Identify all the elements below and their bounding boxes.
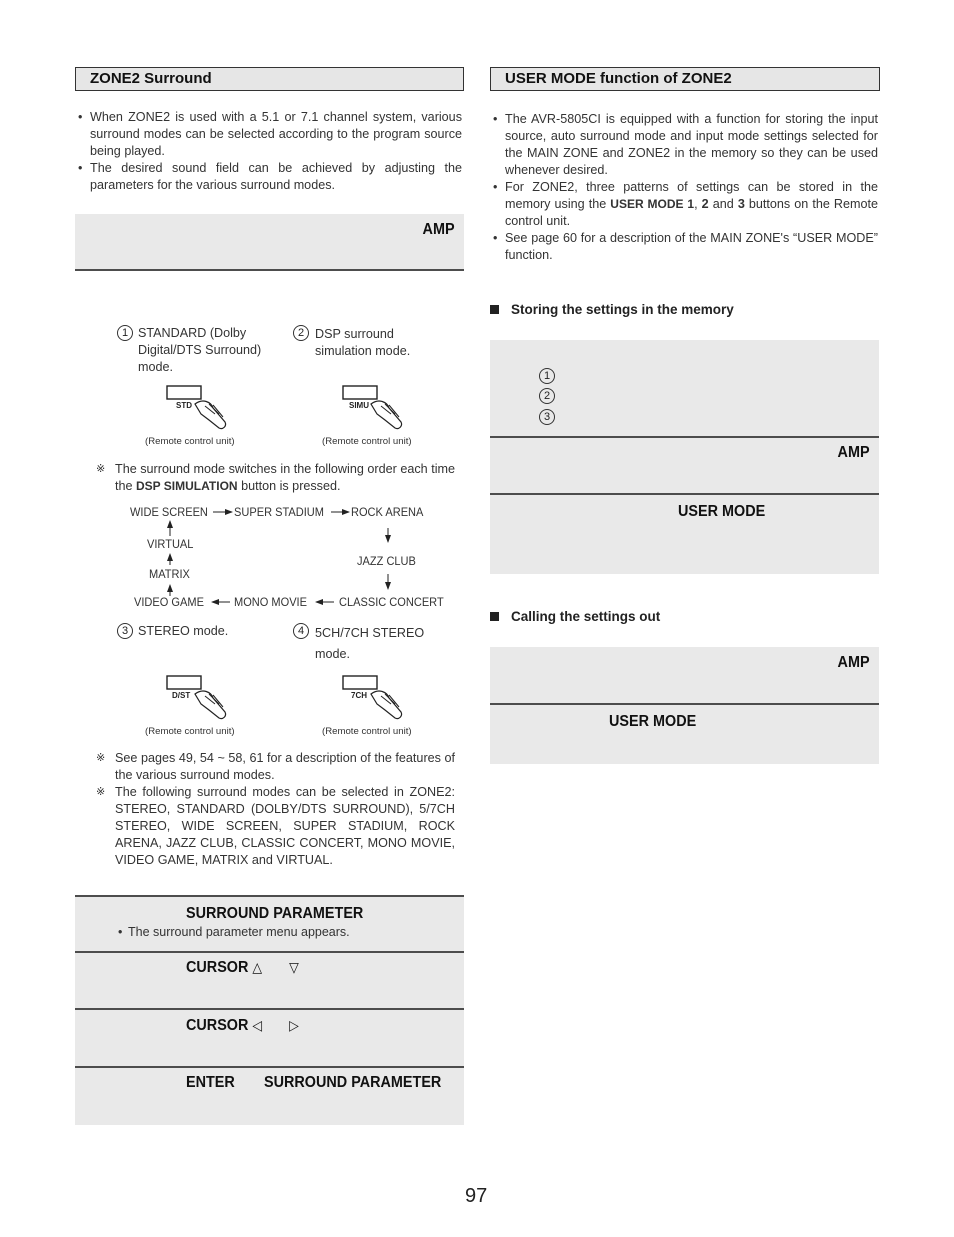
flow-arrows <box>120 500 460 610</box>
user-mode-label: USER MODE <box>678 503 766 520</box>
store-number-2: 2 <box>539 388 555 404</box>
user-mode-bullet: • See page 60 for a description of the MAIN ZONE's “USER MODE” function. <box>490 230 878 264</box>
mode-5ch-7ch-text: 5CH/7CH STEREO mode. <box>315 626 425 661</box>
section-header-zone2-surround: ZONE2 Surround <box>75 67 464 91</box>
key-label-std: STD <box>176 401 192 410</box>
flow-super-stadium: SUPER STADIUM <box>234 505 324 519</box>
user-mode-2-button-name: 2 <box>701 197 709 211</box>
call-step-boxes <box>490 647 879 764</box>
store-number-1: 1 <box>539 368 555 384</box>
cursor-left-icon: ◁ <box>252 1017 263 1033</box>
page-number: 97 <box>465 1185 488 1207</box>
user-mode-1-button-name: USER MODE 1 <box>610 197 695 211</box>
step-separator <box>75 1066 464 1068</box>
surround-parameter-note <box>115 924 350 941</box>
user-mode-bullets <box>490 111 878 264</box>
step-separator <box>75 951 464 953</box>
mode-stereo-text: STEREO mode. <box>138 624 229 638</box>
cursor-right-icon: ▷ <box>289 1017 299 1033</box>
dsp-simulation-button-name: DSP SIMULATION <box>136 479 238 493</box>
remote-caption: (Remote control unit) <box>322 436 412 447</box>
flow-rock-arena: ROCK ARENA <box>351 505 424 519</box>
flow-wide-screen: WIDE SCREEN <box>130 505 208 519</box>
flow-virtual: VIRTUAL <box>147 537 194 551</box>
storing-heading <box>490 302 734 317</box>
note: ※ See pages 49, 54 ~ 58, 61 for a description of the features of the various surround modes. <box>96 750 455 784</box>
section-header-user-mode: USER MODE function of ZONE2 <box>490 67 880 91</box>
dst-button-press-icon <box>165 674 235 724</box>
square-bullet-icon <box>490 612 499 621</box>
step-separator <box>75 1008 464 1010</box>
calling-heading <box>490 609 660 624</box>
remote-caption: (Remote control unit) <box>145 726 235 737</box>
cursor-label: CURSOR <box>186 1017 249 1034</box>
step-separator <box>490 436 879 438</box>
std-button-press-icon <box>165 384 235 434</box>
cursor-up-icon: △ <box>252 959 263 975</box>
remote-caption: (Remote control unit) <box>322 726 412 737</box>
mode-standard-text: STANDARD (Dolby Digital/DTS Surround) mode. <box>138 326 262 374</box>
cursor-down-icon: ▽ <box>289 959 299 975</box>
cursor-label: CURSOR <box>186 959 249 976</box>
step-number-2: 2 <box>293 325 309 341</box>
calling-heading-text: Calling the settings out <box>511 609 661 624</box>
user-mode-bullet: • For ZONE2, three patterns of settings can be stored in the memory using the USER MODE 1, 2 and 3 buttons on the Remote control unit. <box>490 179 878 230</box>
key-label-simu: SIMU <box>349 401 369 410</box>
step-separator <box>490 703 879 705</box>
user-mode-3-button-name: 3 <box>737 197 745 211</box>
simu-button-press-icon <box>341 384 411 434</box>
flow-jazz-club: JAZZ CLUB <box>357 554 416 568</box>
flow-video-game: VIDEO GAME <box>134 595 204 609</box>
amp-button-label: AMP <box>422 221 455 238</box>
cursor-up-down-label <box>186 959 299 977</box>
7ch-button-press-icon <box>341 674 411 724</box>
flow-matrix: MATRIX <box>149 567 190 581</box>
user-mode-bullet: • The AVR-5805CI is equipped with a function for storing the input source, auto surround mode and input mode settings selected for the MAIN ZONE and ZONE2 in the memory so they can be used whenever desired. <box>490 111 878 179</box>
surround-notes <box>96 750 455 869</box>
step-box-amp <box>75 214 464 270</box>
intro-bullet: • The desired sound field can be achieved by adjusting the parameters for the various surround modes. <box>75 160 462 194</box>
surround-parameter-note-text: The surround parameter menu appears. <box>128 925 350 939</box>
step-separator <box>75 269 464 271</box>
flow-classic-concert: CLASSIC CONCERT <box>339 595 444 609</box>
cursor-left-right-label <box>186 1017 299 1035</box>
square-bullet-icon <box>490 305 499 314</box>
step-number-3: 3 <box>117 623 133 639</box>
storing-heading-text: Storing the settings in the memory <box>511 302 734 317</box>
note: ※ The following surround modes can be selected in ZONE2: STEREO, STANDARD (DOLBY/DTS SURROUND), 5/7CH STEREO, WIDE SCREEN, SUPER STADIUM, ROCK ARENA, JAZZ CLUB, CLASSIC CONCERT, MONO MOVIE, VIDEO GAME, MATRIX and VIRTUAL. <box>96 784 455 869</box>
key-label-dst: D/ST <box>172 691 191 700</box>
amp-button-label: AMP <box>837 444 870 461</box>
step-separator <box>490 493 879 495</box>
store-number-3: 3 <box>539 409 555 425</box>
surround-parameter-label-2: SURROUND PARAMETER <box>264 1074 442 1091</box>
amp-button-label: AMP <box>837 654 870 671</box>
step-number-1: 1 <box>117 325 133 341</box>
intro-bullet: • When ZONE2 is used with a 5.1 or 7.1 channel system, various surround modes can be selected according to the program source being played. <box>75 109 462 160</box>
intro-bullets <box>75 109 462 194</box>
surround-parameter-label: SURROUND PARAMETER <box>186 905 364 922</box>
order-note-post: button is pressed. <box>237 479 341 493</box>
remote-caption: (Remote control unit) <box>145 436 235 447</box>
enter-label: ENTER <box>186 1074 235 1091</box>
step-number-4: 4 <box>293 623 309 639</box>
mode-dsp-text: DSP surround simulation mode. <box>315 327 411 358</box>
order-note <box>96 461 455 495</box>
flow-mono-movie: MONO MOVIE <box>234 595 307 609</box>
user-mode-label-2: USER MODE <box>609 713 697 730</box>
order-note-pre: The surround mode switches in the following order each time the <box>115 462 455 493</box>
key-label-7ch: 7CH <box>351 691 368 700</box>
